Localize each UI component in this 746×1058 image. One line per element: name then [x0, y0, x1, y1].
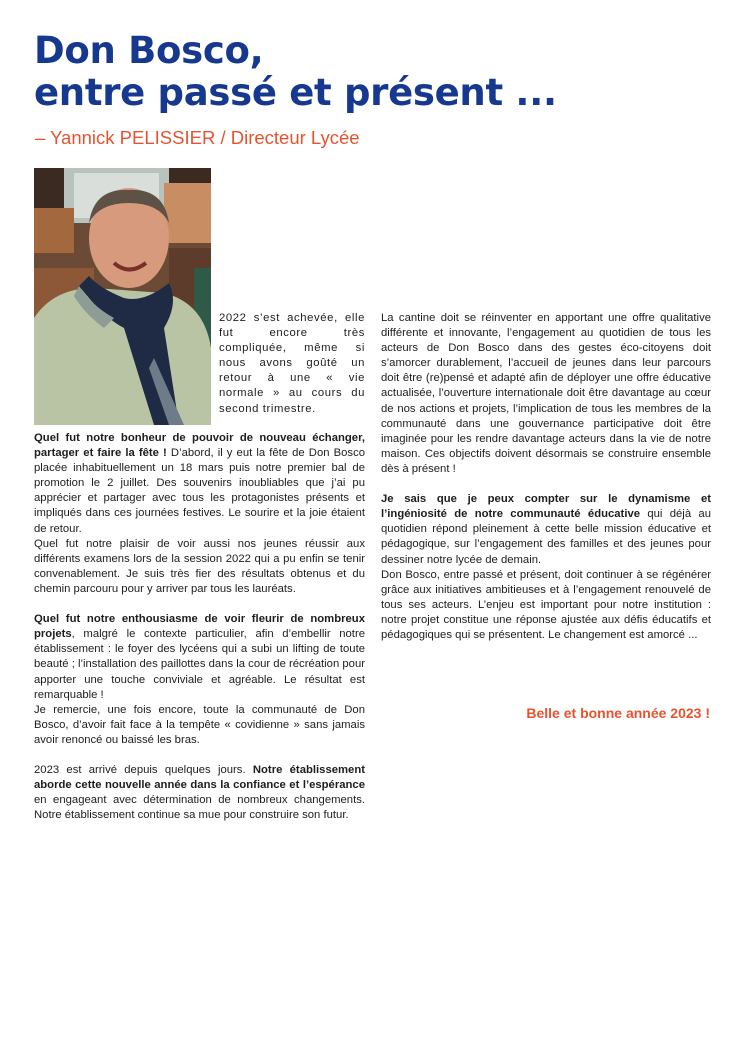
right-column: [381, 311, 711, 643]
page-title: [34, 30, 557, 114]
left-paragraph-2: Quel fut notre plaisir de voir aussi nos jeunes réussir aux différents examens lors de la session 2022 qui a pu enfin se tenir convenablement. Je suis très fier des résultats obtenus et du chemin parcouru pour y arriver par tous les lauréats.: [34, 537, 365, 595]
author-byline: – Yannick PELISSIER / Directeur Lycée: [35, 127, 360, 148]
highlight-text: Notre établissement aborde cette nouvelle année dans la confiance et l’espérance: [34, 764, 365, 792]
left-paragraph-3: [34, 612, 365, 703]
title-line-1: Don Bosco,: [34, 29, 264, 72]
left-column: [34, 431, 365, 823]
left-paragraph-4: Je remercie, une fois encore, toute la communauté de Don Bosco, d’avoir fait face à la tempête « covidienne » sans jamais avoir renoncé ou baissé les bras.: [34, 703, 365, 746]
intro-paragraph: [219, 311, 365, 417]
highlight-text: Je sais que je peux compter sur le dynamisme et l’ingéniosité de notre communauté éducative: [381, 493, 711, 521]
highlight-text: Quel fut notre enthousiasme de voir fleurir de nombreux projets: [34, 613, 365, 641]
portrait-image: [34, 168, 211, 425]
left-paragraph-5: [34, 763, 365, 823]
body-text: , malgré le contexte particulier, afin d’embellir notre établissement : le foyer des lycéens qui a subi un lifting de toute beauté ; l’installation des paillottes dans la cour de récréation pour apporter une touche conviviale et agréable. Le résultat est remarquable !: [34, 628, 365, 701]
body-text: en engageant avec détermination de nombreux changements. Notre établissement continue sa mue pour construire son futur.: [34, 794, 365, 822]
closing-wish: Belle et bonne année 2023 !: [526, 705, 710, 721]
right-paragraph-2: [381, 492, 711, 567]
body-text: D’abord, il y eut la fête de Don Bosco placée inhabituellement un 18 mars puis notre premier bal de promotion le 2 juillet. Des souvenirs inoubliables que j’ai pu apprécier et partager avec tous les protagonistes présents et impliqués dans ces journées festives. Le sourire et la joie étaient de retour.: [34, 447, 365, 535]
author-photo: [34, 168, 211, 425]
body-text: qui déjà au quotidien répond pleinement à cette belle mission éducative et pédagogique, sur l’engagement des familles et des jeunes pour dessiner notre lycée de demain.: [381, 508, 711, 566]
right-paragraph-1: La cantine doit se réinventer en apportant une offre qualitative différente et innovante, l’engagement au quotidien de tous les acteurs de Don Bosco dans des gestes éco-citoyens doit s’amorcer durablement, l’accueil de jeunes dans leur parcours doit être (re)pensé et adapté afin de déployer une offre éducative actualisée, l’ouverture internationale doit être davantage au cœur de nos actions et projets, l’implication de tous les membres de la communauté dans une gouvernance participative doit être imaginée pour les rendre davantage acteurs dans la vie de notre maison. Ces objectifs doivent désormais se construire ensemble dès à présent !: [381, 312, 711, 475]
left-paragraph-1: [34, 431, 365, 537]
body-text: 2023 est arrivé depuis quelques jours.: [34, 764, 253, 777]
title-line-2: entre passé et présent ...: [34, 71, 557, 114]
highlight-text: Quel fut notre bonheur de pouvoir de nouveau échanger, partager et faire la fête !: [34, 432, 365, 460]
right-paragraph-3: Don Bosco, entre passé et présent, doit continuer à se régénérer grâce aux initiatives ambitieuses et à l’engagement renouvelé de tous ses acteurs. L’enjeu est important pour notre institution : notre projet constitue une réponse ajustée aux défis éducatifs et pédagogiques qui se présentent. Le changement est amorcé ...: [381, 568, 711, 641]
intro-text: 2022 s’est achevée, elle fut encore très compliquée, même si nous avons goûté un retour à une « vie normale » au cours du second trimestre.: [219, 312, 365, 415]
